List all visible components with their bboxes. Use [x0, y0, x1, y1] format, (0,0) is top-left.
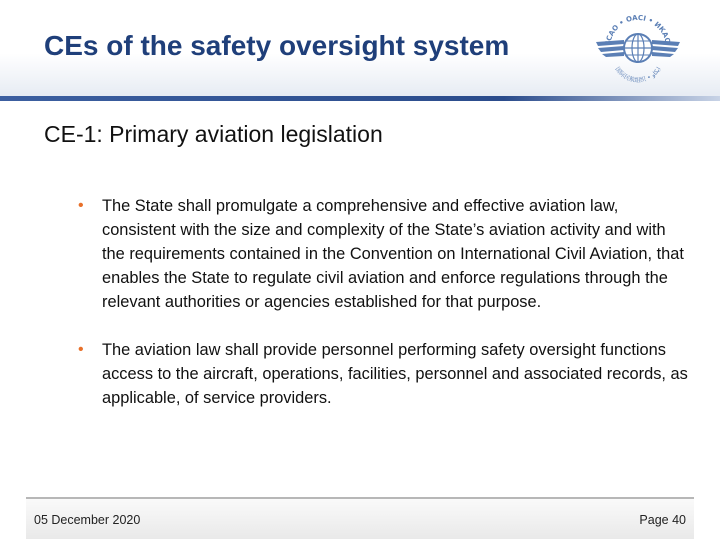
- header-rule: [0, 96, 720, 101]
- icao-logo: [594, 10, 682, 88]
- slide-title: CEs of the safety oversight system: [44, 30, 510, 61]
- icao-emblem-icon: [594, 10, 682, 88]
- bullet-marker-icon: •: [78, 197, 84, 214]
- bullet-text: The State shall promulgate a comprehensive and effective aviation law, consistent with the size and complexity of the State’s aviation activity and with the requirements contained in the Convention on International Civil Aviation, that enables the State to regulate civil aviation and enforce regulations through the relevant authorities or agencies established for that purpose.: [102, 197, 684, 311]
- slide-footer: [26, 497, 694, 539]
- bullet-item: [78, 338, 688, 410]
- svg-text:国际民航组织 • ايكاو: [614, 65, 663, 84]
- slide-subtitle: CE-1: Primary aviation legislation: [44, 121, 383, 147]
- logo-text-top: ICAO • OACI • ИКАО: [604, 13, 672, 45]
- page-number: Page 40: [639, 513, 686, 527]
- bullet-marker-icon: •: [78, 341, 84, 358]
- footer-date: 05 December 2020: [34, 513, 141, 527]
- bullet-list: [78, 194, 688, 434]
- bullet-item: [78, 194, 688, 314]
- bullet-text: The aviation law shall provide personnel performing safety oversight functions access to the aircraft, operations, facilities, personnel and associated records, as applicable, of service providers.: [102, 341, 688, 407]
- logo-text-bottom: 国际民航组织 • ايكاو: [613, 65, 663, 85]
